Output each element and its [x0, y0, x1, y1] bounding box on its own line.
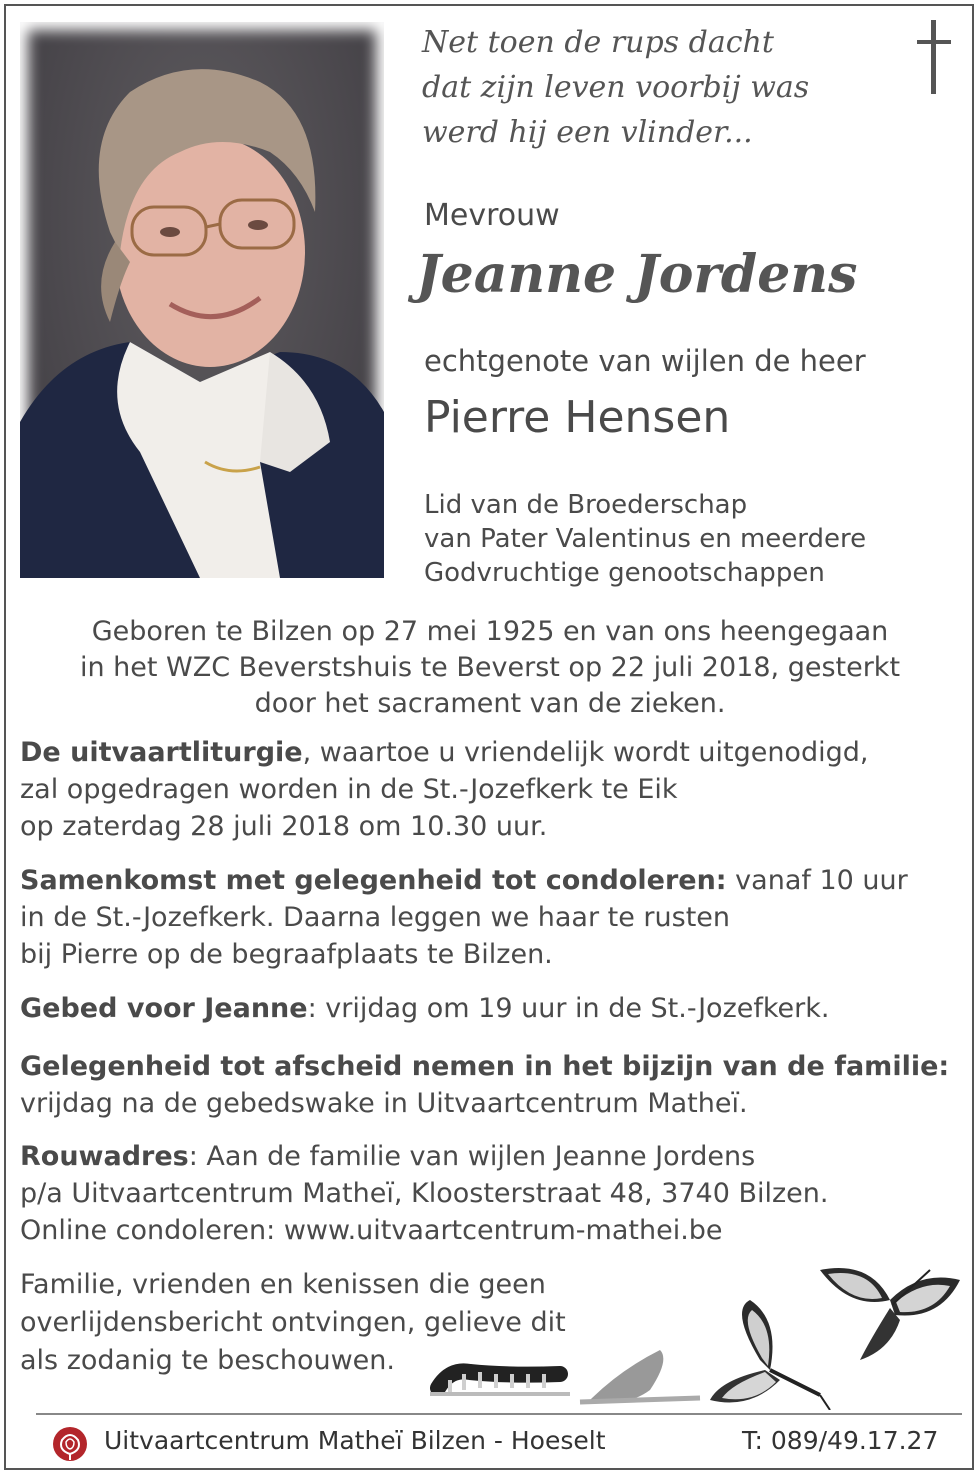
butterflies-illustration [430, 1260, 970, 1410]
gathering-line-2: in de St.-Jozefkerk. Daarna leggen we haar te rusten [20, 902, 731, 933]
address-line-2: p/a Uitvaartcentrum Matheï, Kloosterstraat 48, 3740 Bilzen. [20, 1178, 829, 1209]
poem [422, 20, 892, 155]
gathering-line-3: bij Pierre op de begraafplaats te Bilzen. [20, 939, 553, 970]
poem-line-3: werd hij een vlinder... [422, 115, 753, 150]
honorific: Mevrouw [424, 198, 560, 233]
cross-icon [914, 18, 954, 96]
deceased-name: Jeanne Jordens [416, 244, 858, 305]
liturgy-line-2: zal opgedragen worden in de St.-Jozefkerk te Eik [20, 774, 678, 805]
portrait-photo [20, 22, 384, 578]
footer-divider [36, 1413, 962, 1415]
address-line-1: : Aan de familie van wijlen Jeanne Jordens [188, 1141, 756, 1172]
spouse-name: Pierre Hensen [424, 392, 731, 443]
gathering-label: Samenkomst met gelegenheid tot condoleren: [20, 865, 727, 896]
membership-line-1: Lid van de Broederschap [424, 490, 748, 520]
farewell-info [20, 1048, 949, 1122]
notice-line-3: als zodanig te beschouwen. [20, 1345, 395, 1376]
membership-line-3: Godvruchtige genootschappen [424, 558, 825, 588]
rose-logo-icon [52, 1426, 88, 1462]
address-line-3: Online condoleren: www.uitvaartcentrum-mathei.be [20, 1215, 723, 1246]
prayer-text: : vrijdag om 19 uur in de St.-Jozefkerk. [307, 993, 830, 1024]
birth-line-1: Geboren te Bilzen op 27 mei 1925 en van ons heengegaan [91, 616, 889, 647]
liturgy-line-3: op zaterdag 28 juli 2018 om 10.30 uur. [20, 811, 548, 842]
funeral-home-name: Uitvaartcentrum Matheï Bilzen - Hoeselt [104, 1426, 606, 1455]
address-label: Rouwadres [20, 1141, 189, 1172]
liturgy-info [20, 734, 868, 845]
prayer-info [20, 990, 829, 1027]
prayer-label: Gebed voor Jeanne [20, 993, 308, 1024]
notice-line-1: Familie, vrienden en kenissen die geen [20, 1269, 546, 1300]
poem-line-2: dat zijn leven voorbij was [422, 70, 810, 105]
cocoon-icon [580, 1350, 700, 1403]
spouse-intro: echtgenote van wijlen de heer [424, 344, 866, 378]
poem-line-1: Net toen de rups dacht [422, 25, 774, 60]
birth-line-3: door het sacrament van de zieken. [254, 688, 726, 719]
notice-line-2: overlijdensbericht ontvingen, gelieve dit [20, 1307, 566, 1338]
membership-line-2: van Pater Valentinus en meerdere [424, 524, 867, 554]
liturgy-label: De uitvaartliturgie [20, 737, 303, 768]
funeral-home-phone: T: 089/49.17.27 [742, 1426, 939, 1455]
membership [424, 488, 866, 590]
farewell-line-2: vrijdag na de gebedswake in Uitvaartcentrum Matheï. [20, 1088, 748, 1119]
liturgy-line-1: , waartoe u vriendelijk wordt uitgenodigd, [302, 737, 869, 768]
gathering-line-1: vanaf 10 uur [726, 865, 908, 896]
caterpillar-icon [430, 1371, 570, 1396]
butterfly-icon [710, 1300, 830, 1410]
address-info [20, 1138, 828, 1249]
farewell-label: Gelegenheid tot afscheid nemen in het bijzijn van de familie: [20, 1051, 950, 1082]
birth-death-info [0, 614, 980, 722]
butterfly-icon [820, 1268, 960, 1360]
gathering-info [20, 862, 908, 973]
birth-line-2: in het WZC Beverstshuis te Beverst op 22 juli 2018, gesterkt [79, 652, 901, 683]
